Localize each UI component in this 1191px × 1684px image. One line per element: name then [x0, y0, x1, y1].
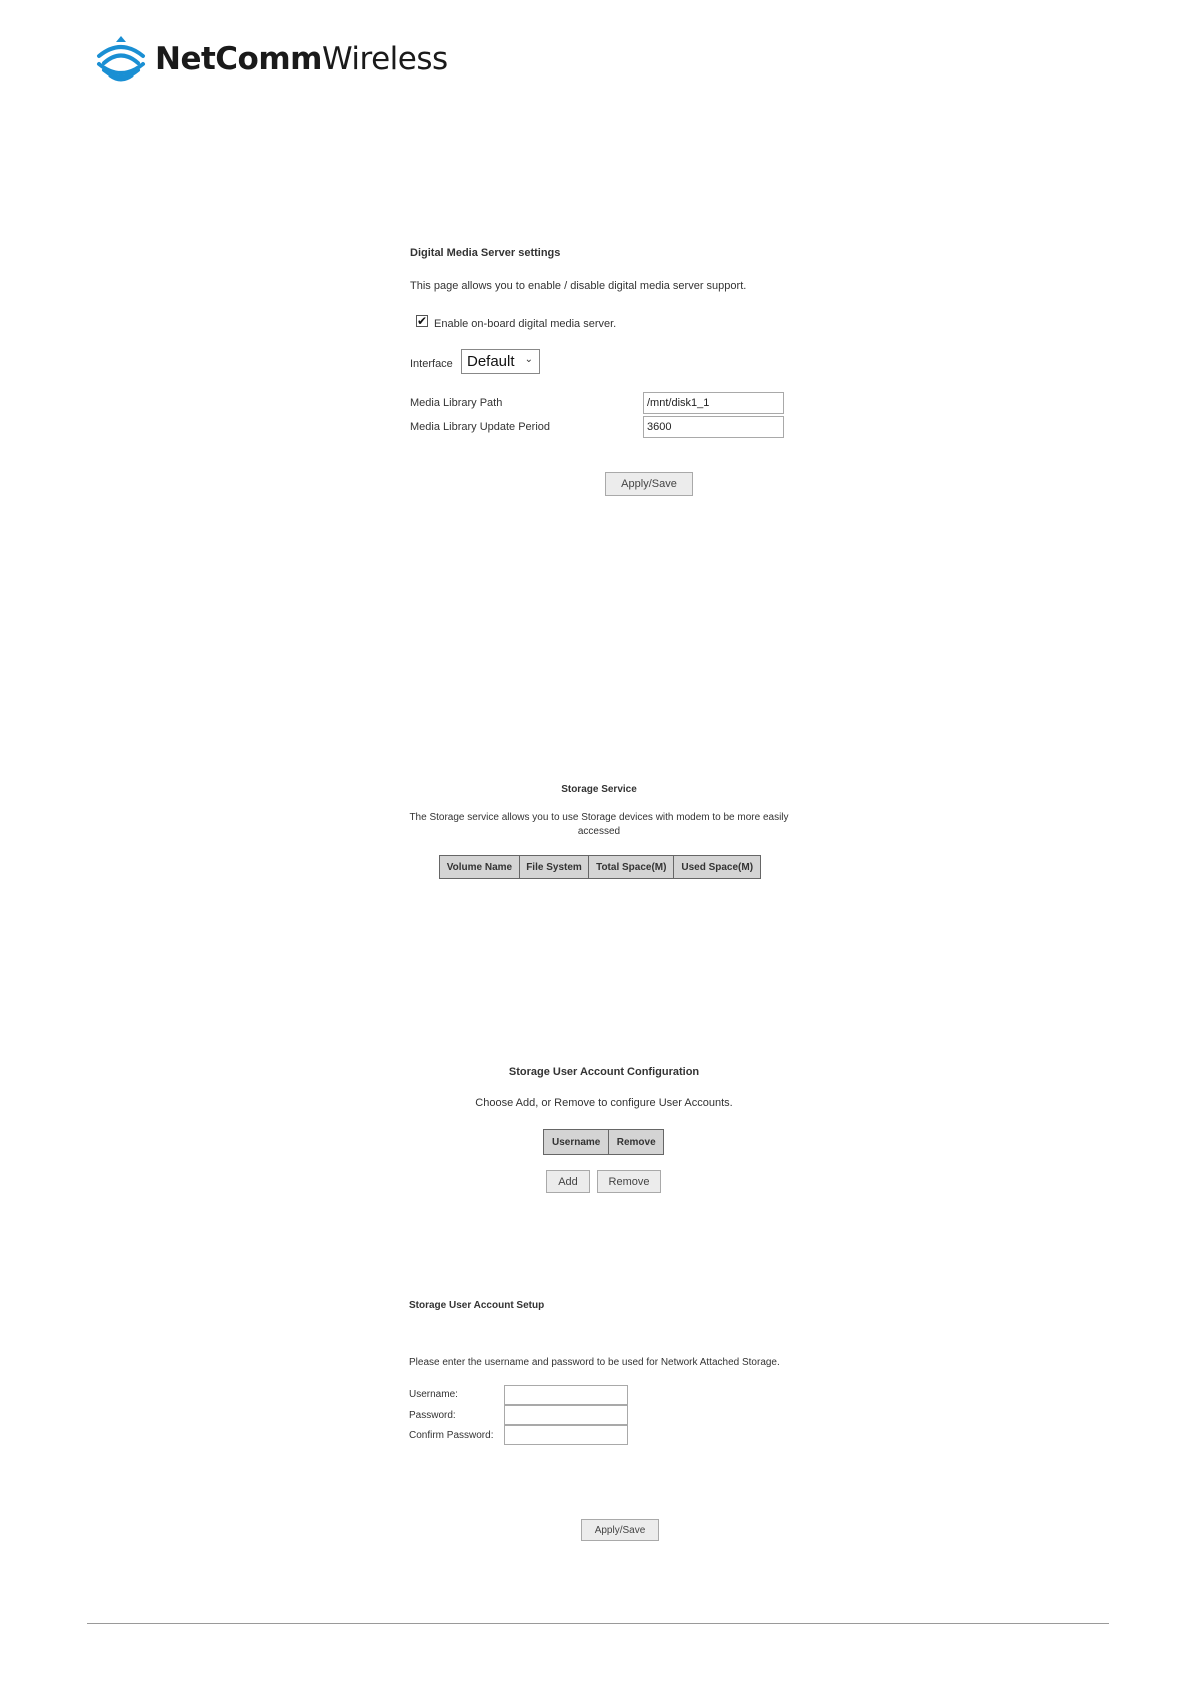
- password-input[interactable]: [504, 1405, 628, 1425]
- accounts-title: Storage User Account Configuration: [508, 1066, 700, 1078]
- media-path-input[interactable]: /mnt/disk1_1: [643, 392, 784, 414]
- username-input[interactable]: [504, 1385, 628, 1405]
- table-header-row: [440, 856, 761, 879]
- storage-description-line2: accessed: [577, 826, 621, 837]
- setup-description: Please enter the username and password to be used for Network Attached Storage.: [409, 1357, 780, 1368]
- interface-select-value: Default: [467, 353, 515, 370]
- column-header-remove: Remove: [609, 1130, 664, 1155]
- footer-divider: [87, 1623, 1109, 1624]
- column-header-username: Username: [544, 1130, 609, 1155]
- enable-dms-checkbox[interactable]: [416, 315, 428, 327]
- wifi-logo-icon: [95, 34, 147, 84]
- remove-account-button[interactable]: Remove: [597, 1170, 661, 1193]
- interface-label: Interface: [410, 358, 453, 370]
- interface-select[interactable]: [461, 349, 540, 374]
- username-label: Username:: [409, 1389, 458, 1400]
- brand-name-regular: Wireless: [321, 41, 448, 77]
- column-header-total-space: Total Space(M): [589, 856, 674, 879]
- accounts-description: Choose Add, or Remove to configure User Accounts.: [475, 1097, 733, 1109]
- storage-description-line1: The Storage service allows you to use Storage devices with modem to be more easily: [409, 812, 789, 823]
- update-period-label: Media Library Update Period: [410, 421, 551, 433]
- netcomm-logo: [95, 34, 448, 84]
- setup-title: Storage User Account Setup: [409, 1300, 545, 1311]
- password-label: Password:: [409, 1410, 456, 1421]
- storage-title: Storage Service: [561, 784, 637, 795]
- column-header-volume-name: Volume Name: [440, 856, 520, 879]
- setup-apply-save-button[interactable]: Apply/Save: [581, 1519, 659, 1541]
- confirm-password-input[interactable]: [504, 1425, 628, 1445]
- dms-title: Digital Media Server settings: [410, 247, 561, 259]
- update-period-input[interactable]: 3600: [643, 416, 784, 438]
- media-path-label: Media Library Path: [410, 397, 503, 409]
- enable-dms-label: Enable on-board digital media server.: [434, 318, 617, 330]
- table-header-row: [544, 1130, 664, 1155]
- chevron-down-icon: ⌄: [524, 354, 533, 365]
- brand-name-bold: NetComm: [155, 41, 322, 77]
- storage-volume-table: [439, 855, 761, 879]
- add-account-button[interactable]: Add: [546, 1170, 590, 1193]
- dms-description: This page allows you to enable / disable digital media server support.: [410, 280, 747, 292]
- brand-name: [155, 41, 448, 77]
- user-accounts-table: [543, 1129, 664, 1155]
- checkmark-icon: ✔: [416, 314, 428, 328]
- dms-apply-save-button[interactable]: Apply/Save: [605, 472, 693, 496]
- column-header-file-system: File System: [519, 856, 588, 879]
- confirm-password-label: Confirm Password:: [409, 1430, 494, 1441]
- column-header-used-space: Used Space(M): [674, 856, 761, 879]
